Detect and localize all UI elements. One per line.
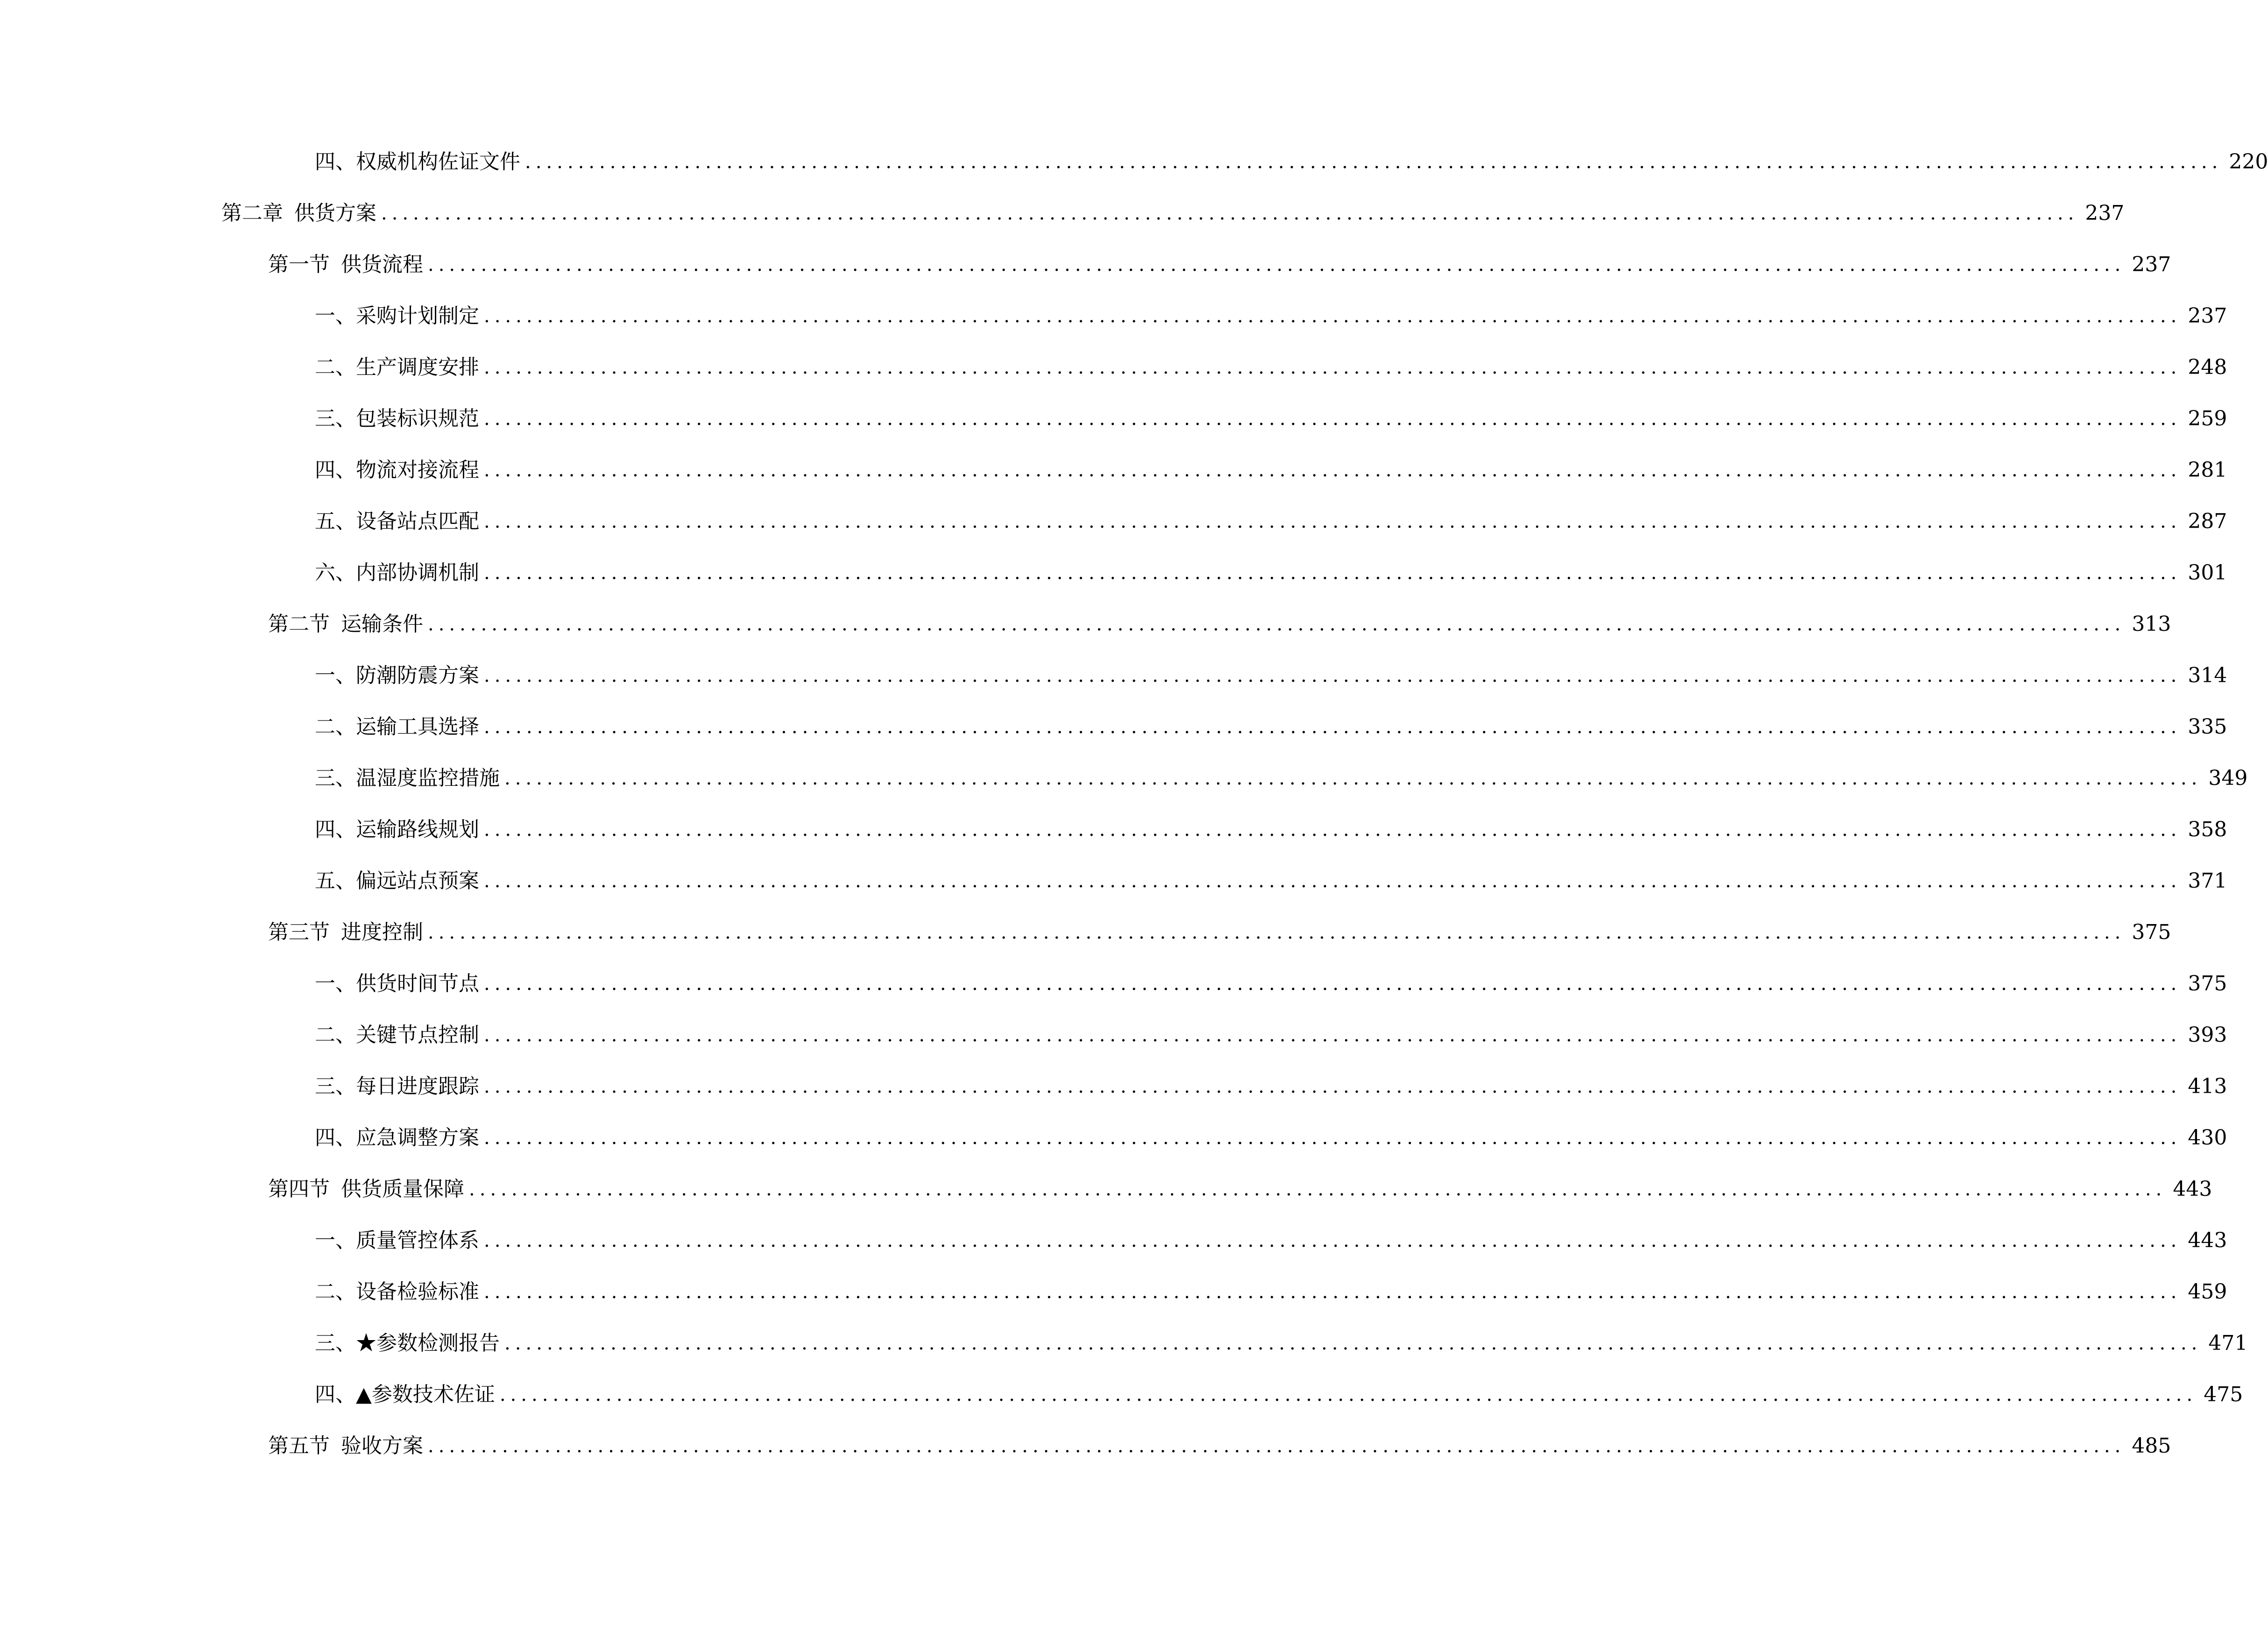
toc-leader-dots: ................................................................................................................................................................	[484, 716, 2182, 738]
toc-entry-title: 温湿度监控措施	[356, 766, 500, 790]
toc-leader-dots: ................................................................................................................................................................	[484, 357, 2182, 378]
toc-entry-title: 内部协调机制	[356, 561, 479, 585]
toc-leader-dots: ................................................................................................................................................................	[484, 305, 2182, 327]
toc-entry-number: 五、	[315, 509, 356, 533]
toc-entry-title: 偏远站点预案	[356, 869, 479, 893]
toc-entry-number: 一、	[315, 1228, 356, 1252]
toc-entry[interactable]	[315, 454, 2227, 487]
toc-entry-number: 第二章	[221, 201, 283, 225]
toc-entry[interactable]	[315, 1019, 2227, 1052]
toc-entry[interactable]	[315, 1070, 2227, 1103]
toc-entry-page: 375	[2132, 920, 2171, 944]
toc-entry-number: 四、	[315, 1383, 356, 1406]
toc-leader-dots: ................................................................................................................................................................	[428, 1435, 2126, 1457]
toc-entry[interactable]	[315, 1122, 2227, 1154]
toc-entry-page: 443	[2188, 1228, 2227, 1252]
toc-entry-title: 进度控制	[341, 920, 423, 944]
toc-leader-dots: ................................................................................................................................................................	[428, 922, 2126, 943]
toc-entry[interactable]	[268, 1430, 2171, 1462]
toc-leader-dots: ................................................................................................................................................................	[484, 819, 2182, 840]
toc-entry-page: 237	[2188, 304, 2227, 328]
toc-entry-page: 430	[2188, 1126, 2227, 1150]
toc-leader-dots: ................................................................................................................................................................	[484, 1076, 2182, 1097]
toc-leader-dots: ................................................................................................................................................................	[484, 665, 2182, 686]
toc-entry-title: 供货时间节点	[356, 972, 479, 996]
toc-entry[interactable]	[315, 813, 2227, 846]
toc-entry-number: 四、	[315, 1126, 356, 1150]
toc-entry-number: 五、	[315, 869, 356, 893]
toc-entry[interactable]	[315, 1378, 2243, 1411]
toc-entry-page: 375	[2188, 972, 2227, 996]
toc-entry[interactable]	[315, 402, 2227, 435]
toc-entry-number: 一、	[315, 664, 356, 687]
toc-entry[interactable]	[315, 351, 2227, 384]
toc-entry[interactable]	[315, 1224, 2227, 1257]
toc-entry-number: 二、	[315, 1280, 356, 1304]
toc-entry[interactable]	[315, 659, 2227, 692]
toc-entry-page: 237	[2132, 253, 2171, 276]
toc-entry-page: 471	[2208, 1331, 2248, 1355]
toc-entry-title: 运输条件	[341, 612, 423, 636]
toc-entry[interactable]	[315, 557, 2227, 589]
toc-entry-title: 质量管控体系	[356, 1228, 479, 1252]
toc-entry-number: 第一节	[268, 253, 330, 276]
toc-leader-dots: ................................................................................................................................................................	[484, 1024, 2182, 1046]
toc-entry-title: 设备检验标准	[356, 1280, 479, 1304]
toc-leader-dots: ................................................................................................................................................................	[469, 1179, 2167, 1200]
toc-entry[interactable]	[315, 1276, 2227, 1308]
toc-entry-title: 防潮防震方案	[356, 664, 479, 687]
toc-leader-dots: ................................................................................................................................................................	[484, 973, 2182, 995]
toc-entry-title: 运输工具选择	[356, 715, 479, 739]
toc-entry-page: 287	[2188, 509, 2227, 533]
toc-entry-number: 二、	[315, 355, 356, 379]
toc-entry-page: 485	[2132, 1434, 2171, 1458]
toc-leader-dots: ................................................................................................................................................................	[428, 254, 2126, 275]
toc-leader-dots: ................................................................................................................................................................	[428, 614, 2126, 635]
toc-entry-page: 413	[2188, 1074, 2227, 1098]
toc-leader-dots: ................................................................................................................................................................	[484, 1127, 2182, 1149]
toc-entry-title: 物流对接流程	[356, 458, 479, 482]
toc-entry-title: 权威机构佐证文件	[356, 150, 520, 174]
toc-entry-number: 四、	[315, 150, 356, 174]
toc-entry-number: 一、	[315, 304, 356, 328]
toc-entry-title: 供货质量保障	[341, 1177, 464, 1201]
toc-entry-page: 349	[2208, 766, 2248, 790]
toc-entry[interactable]	[268, 608, 2171, 641]
toc-entry-number: 四、	[315, 458, 356, 482]
toc-entry[interactable]	[268, 1173, 2212, 1206]
toc-entry-number: 三、	[315, 407, 356, 431]
toc-entry-page: 259	[2188, 407, 2227, 431]
toc-entry-page: 393	[2188, 1023, 2227, 1047]
toc-entry-title: 每日进度跟踪	[356, 1074, 479, 1098]
toc-entry-page: 335	[2188, 715, 2227, 739]
toc-entry-page: 371	[2188, 869, 2227, 893]
toc-entry-title: 运输路线规划	[356, 818, 479, 841]
toc-entry-number: 第五节	[268, 1434, 330, 1458]
toc-leader-dots: ................................................................................................................................................................	[484, 1281, 2182, 1303]
toc-entry-number: 二、	[315, 715, 356, 739]
toc-entry-page: 313	[2132, 612, 2171, 636]
toc-entry-page: 220	[2229, 150, 2268, 174]
toc-entry-page: 358	[2188, 818, 2227, 841]
toc-entry-title: 供货方案	[294, 201, 376, 225]
toc-entry-page: 248	[2188, 355, 2227, 379]
toc-entry-title: ▲参数技术佐证	[356, 1383, 495, 1406]
toc-leader-dots: ................................................................................................................................................................	[499, 1384, 2197, 1405]
toc-entry-title: 供货流程	[341, 253, 423, 276]
toc-entry-page: 475	[2204, 1383, 2243, 1406]
toc-entry-page: 314	[2188, 664, 2227, 687]
toc-entry-number: 第四节	[268, 1177, 330, 1201]
toc-entry-page: 237	[2085, 201, 2125, 225]
toc-entry-page: 281	[2188, 458, 2227, 482]
toc-entry-number: 第二节	[268, 612, 330, 636]
toc-entry[interactable]	[315, 711, 2227, 743]
toc-entry[interactable]	[315, 505, 2227, 538]
toc-leader-dots: ................................................................................................................................................................	[504, 768, 2202, 789]
toc-entry-number: 六、	[315, 561, 356, 585]
toc-leader-dots: ................................................................................................................................................................	[504, 1333, 2202, 1354]
toc-entry-number: 二、	[315, 1023, 356, 1047]
toc-entry-number: 三、	[315, 1074, 356, 1098]
toc-entry[interactable]	[268, 248, 2171, 281]
toc-entry-title: 设备站点匹配	[356, 509, 479, 533]
toc-leader-dots: ................................................................................................................................................................	[381, 203, 2079, 224]
toc-entry-number: 第三节	[268, 920, 330, 944]
toc-entry-title: ★参数检测报告	[356, 1331, 500, 1355]
toc-leader-dots: ................................................................................................................................................................	[484, 511, 2182, 532]
toc-entry[interactable]	[315, 146, 2268, 178]
toc-entry-number: 一、	[315, 972, 356, 996]
toc-entry-title: 生产调度安排	[356, 355, 479, 379]
toc-leader-dots: ................................................................................................................................................................	[484, 562, 2182, 584]
toc-leader-dots: ................................................................................................................................................................	[484, 870, 2182, 892]
toc-entry[interactable]	[315, 967, 2227, 1000]
toc-entry[interactable]	[268, 916, 2171, 949]
toc-entry[interactable]	[315, 762, 2248, 795]
toc-entry[interactable]	[315, 1327, 2248, 1360]
toc-leader-dots: ................................................................................................................................................................	[484, 1230, 2182, 1251]
toc-entry[interactable]	[315, 300, 2227, 332]
toc-leader-dots: ................................................................................................................................................................	[484, 459, 2182, 481]
toc-entry-title: 采购计划制定	[356, 304, 479, 328]
toc-entry-number: 三、	[315, 766, 356, 790]
toc-entry[interactable]	[315, 865, 2227, 897]
toc-entry-number: 三、	[315, 1331, 356, 1355]
toc-entry-title: 应急调整方案	[356, 1126, 479, 1150]
toc-entry[interactable]	[221, 197, 2125, 230]
toc-entry-title: 验收方案	[341, 1434, 423, 1458]
toc-entry-title: 包装标识规范	[356, 407, 479, 431]
toc-entry-page: 443	[2173, 1177, 2212, 1201]
toc-entry-page: 301	[2188, 561, 2227, 585]
toc-leader-dots: ................................................................................................................................................................	[484, 408, 2182, 430]
toc-entry-page: 459	[2188, 1280, 2227, 1304]
toc-leader-dots: ................................................................................................................................................................	[525, 151, 2223, 173]
toc-entry-title: 关键节点控制	[356, 1023, 479, 1047]
toc-entry-number: 四、	[315, 818, 356, 841]
